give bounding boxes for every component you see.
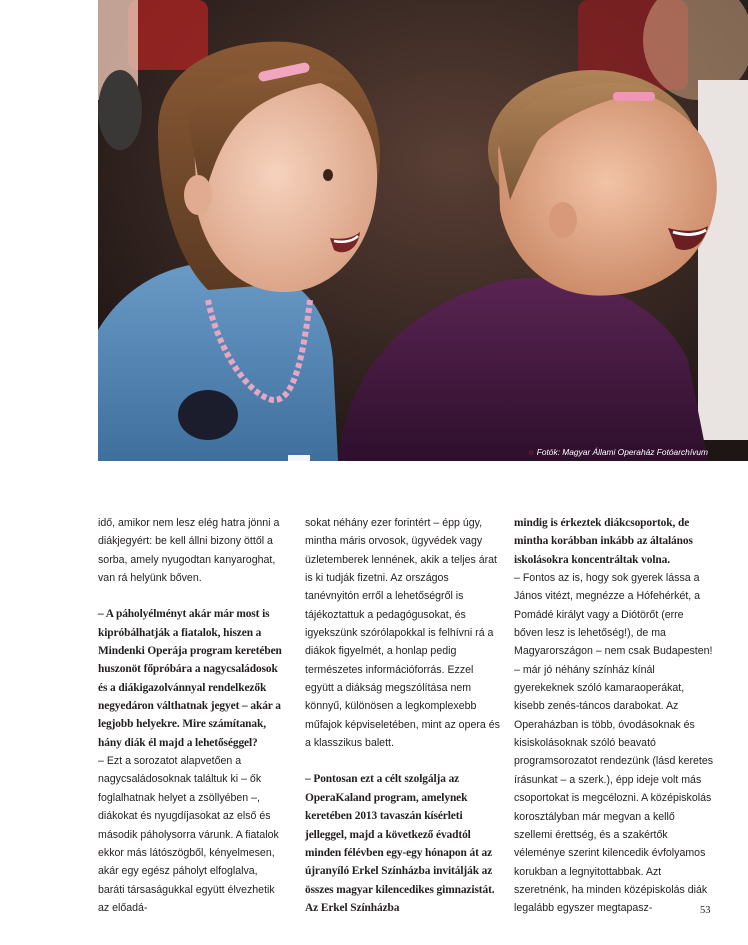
interview-question: – Pontosan ezt a célt szolgálja az OperaKaland program, amelynek keretében 2013 tavaszán kísérleti jelleggel, majd a következő évadtól minden félévben egy-egy hónapon át az újranyíló Erkel Színházba invitálják az összes magyar kilencedikes gimnazistát. Az Erkel Színházba bbox=[305, 773, 495, 914]
interview-question-continued: mindig is érkeztek diákcsoportok, de mintha korábban inkább az általános iskolásokra koncentráltak volna. bbox=[514, 517, 693, 566]
paragraph: sokat néhány ezer forintért – épp úgy, mintha máris orvosok, ügyvédek vagy üzletemberek lennének, akik a teljes árat is ki tudják fizetni. Az országos tanévnyitón erről a lehetőségről is tájékoztattuk a pedagógusokat, és igyekszünk szórólapokkal is felhívni rá a diákok figyelmét, a honlap pedig természetes információforrás. Ezzel együtt a diákság megszólítása nem könnyű, különösen a legkomplexebb műfajok képviseletében, mint az opera és a klasszikus balett. bbox=[305, 517, 500, 750]
children-photo-illustration bbox=[98, 0, 748, 461]
paragraph: – Fontos az is, hogy sok gyerek lássa a János vitézt, megnézze a Hófehérkét, a Pomádé királyt vagy a Diótörőt (erre bőven lesz is lehetőség!), de ma Magyarországon – nem csak Budapesten! – már jó néhány színház kínál gyerekeknek szóló kamaraoperákat, kisebb zenés-táncos darabokat. Az Operaházban is több, óvodásoknak és kisiskolásoknak szóló beavató programsorozatot rendezünk (lásd keretes írásunkat – a szerk.), épp ideje volt más csoportokat is megcélozni. A középiskolás korosztályban már megvan a kellő szellemi érettség, és a szakértők véleménye szerint kilencedik évfolyamos korukban a legnyitottabbak. Azt szeretnénk, ha minden középiskolás diák legalább egyszer megtapasz- bbox=[514, 572, 714, 915]
text-column-3 bbox=[514, 514, 714, 918]
paragraph: idő, amikor nem lesz elég hatra jönni a diákjegyért: be kell állni bizony öttől a sorba, amely nyugodtan kanyaroghat, van rá helyünk bőven. bbox=[98, 517, 280, 585]
credit-circle-icon: ○ bbox=[528, 447, 534, 457]
paragraph: – Ezt a sorozatot alapvetően a nagycsaládosoknak találtuk ki – ők foglalhatnak helyet a zsöllyében –, diákokat és nyugdíjasokat az első és második páholysorra várunk. A fiatalok ekkor más látószögből, kényelmesen, akár egy egész páholyt elfoglalva, baráti társaságukkal együtt élvezhetik az előadá- bbox=[98, 755, 279, 914]
article-photo bbox=[98, 0, 748, 461]
text-column-1 bbox=[98, 514, 285, 917]
photo-credit-text: Fotók: Magyar Állami Operaház Fotóarchívum bbox=[536, 447, 708, 457]
photo-credit bbox=[529, 447, 708, 457]
interview-question: – A páholyélményt akár már most is kipróbálhatják a fiatalok, hiszen a Mindenki Operája program keretében huszonöt főpróbára a nagycsaládosok és a diákigazolvánnyal rendelkezők negyedáron válthatnak jegyet – akár a legjobb helyekre. Mire számítanak, hány diák él majd a lehetőséggel? bbox=[98, 608, 282, 749]
text-column-2 bbox=[305, 514, 501, 917]
page-number: 53 bbox=[700, 905, 711, 916]
